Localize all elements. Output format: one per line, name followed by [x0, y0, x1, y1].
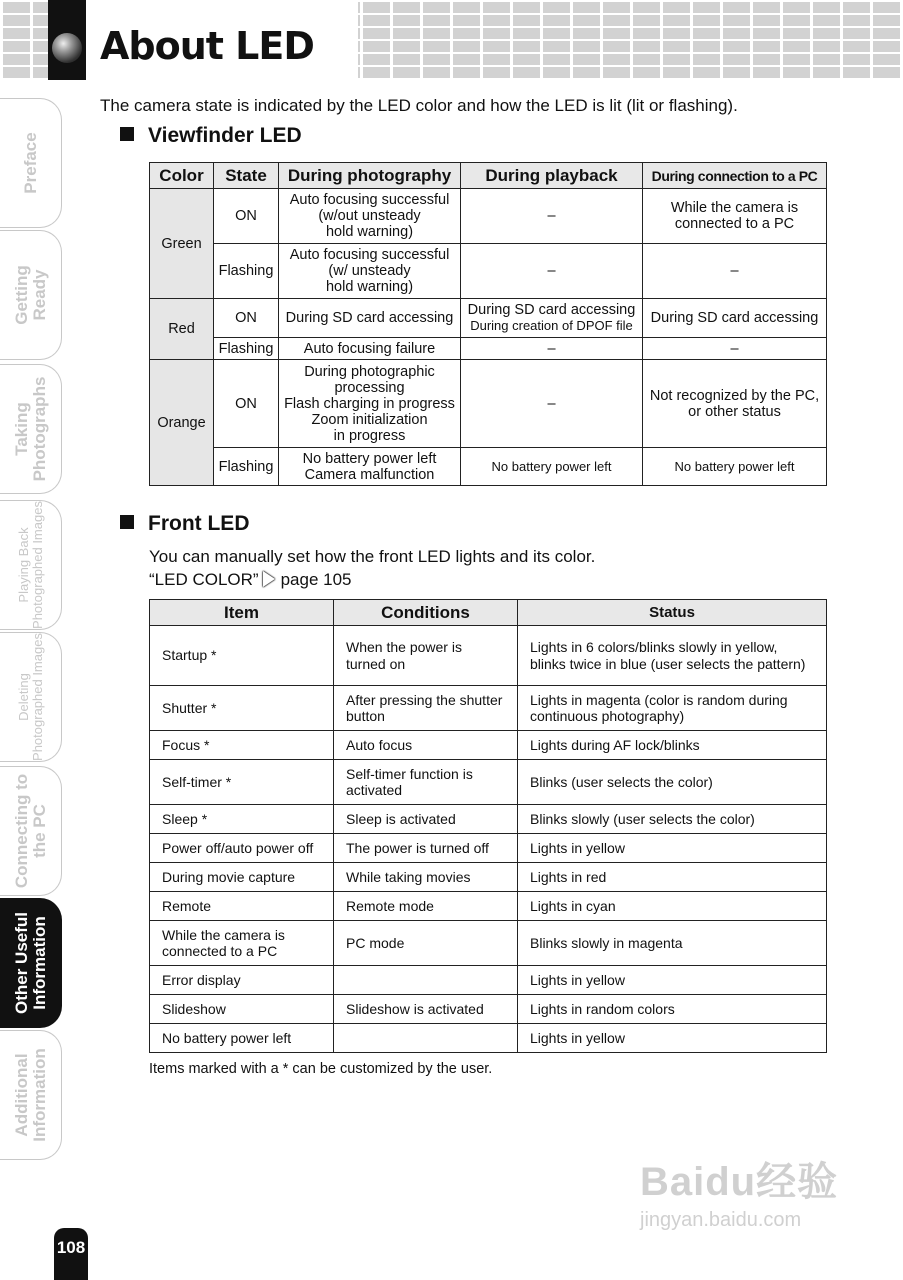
chapter-tab-label: Deleting Photographed Images [15, 633, 45, 761]
item-cell: Remote [150, 892, 334, 921]
item-cell: Startup * [150, 626, 334, 686]
table-header-row [150, 600, 827, 626]
table-row [150, 892, 827, 921]
condition-cell: Slideshow is activated [334, 995, 518, 1024]
chapter-tab-6[interactable] [0, 898, 62, 1028]
photo-cell: Auto focusing failure [279, 338, 461, 360]
playback-cell: – [461, 244, 643, 299]
col-header-conditions: Conditions [334, 600, 518, 626]
led-color-reference: “LED COLOR” page 105 [149, 570, 352, 589]
photo-cell: During SD card accessing [279, 299, 461, 338]
pc-cell: While the camera is connected to a PC [643, 189, 827, 244]
chapter-tab-label: Other Useful Information [11, 911, 49, 1015]
condition-cell: Auto focus [334, 731, 518, 760]
pc-cell: Not recognized by the PC, or other status [643, 360, 827, 448]
col-header-color: Color [150, 163, 214, 189]
condition-cell: Remote mode [334, 892, 518, 921]
table-row [150, 338, 827, 360]
table-row [150, 834, 827, 863]
table-row [150, 448, 827, 486]
condition-cell: Sleep is activated [334, 805, 518, 834]
chapter-tab-5[interactable] [0, 766, 62, 896]
status-cell: Lights in random colors [518, 995, 827, 1024]
table-row [150, 360, 827, 448]
pc-cell: No battery power left [643, 448, 827, 486]
chapter-tab-label: Additional Information [11, 1048, 49, 1142]
state-cell: Flashing [214, 338, 279, 360]
condition-cell: Self-timer function is activated [334, 760, 518, 805]
table-row [150, 863, 827, 892]
col-header-pc: During connection to a PC [643, 163, 827, 189]
status-cell: Lights in yellow [518, 966, 827, 995]
photo-cell: During photographic processing Flash charging in progress Zoom initialization in progress [279, 360, 461, 448]
state-cell: Flashing [214, 448, 279, 486]
watermark [640, 1150, 838, 1232]
color-orange: Orange [150, 360, 214, 486]
status-cell: Lights during AF lock/blinks [518, 731, 827, 760]
front-led-description: You can manually set how the front LED lights and its color. [149, 547, 596, 566]
table-row [150, 966, 827, 995]
table-row [150, 760, 827, 805]
customization-note: Items marked with a * can be customized by the user. [149, 1061, 493, 1077]
playback-cell: During SD card accessing During creation of DPOF file [461, 299, 643, 338]
table-row [150, 189, 827, 244]
photo-cell: Auto focusing successful (w/ unsteady hold warning) [279, 244, 461, 299]
table-row [150, 1024, 827, 1053]
table-header-row [150, 163, 827, 189]
chapter-tab-label: Playing Back Photographed Images [15, 501, 45, 629]
condition-cell: While taking movies [334, 863, 518, 892]
pc-cell: During SD card accessing [643, 299, 827, 338]
playback-cell: – [461, 189, 643, 244]
color-red: Red [150, 299, 214, 360]
chapter-tab-0[interactable] [0, 98, 62, 228]
status-cell: Lights in red [518, 863, 827, 892]
table-row [150, 805, 827, 834]
status-cell: Blinks slowly in magenta [518, 921, 827, 966]
table-row [150, 299, 827, 338]
table-row [150, 995, 827, 1024]
col-header-item: Item [150, 600, 334, 626]
chapter-tab-label: Connecting to the PC [11, 773, 49, 889]
item-cell: Sleep * [150, 805, 334, 834]
watermark-url: jingyan.baidu.com [640, 1209, 802, 1231]
table-row [150, 244, 827, 299]
status-cell: Lights in yellow [518, 1024, 827, 1053]
col-header-state: State [214, 163, 279, 189]
pc-cell: – [643, 244, 827, 299]
state-cell: ON [214, 189, 279, 244]
chapter-tab-label: Getting Ready [11, 265, 49, 325]
playback-cell: – [461, 360, 643, 448]
item-cell: During movie capture [150, 863, 334, 892]
status-cell: Lights in magenta (color is random during continuous photography) [518, 686, 827, 731]
chapter-tab-label: Preface [20, 132, 40, 194]
condition-cell [334, 966, 518, 995]
square-bullet-icon [120, 515, 134, 529]
photo-cell: Auto focusing successful (w/out unsteady hold warning) [279, 189, 461, 244]
chapter-tab-4[interactable] [0, 632, 62, 762]
status-cell: Blinks slowly (user selects the color) [518, 805, 827, 834]
table-row [150, 731, 827, 760]
viewfinder-heading: Viewfinder LED [120, 124, 302, 148]
condition-cell: After pressing the shutter button [334, 686, 518, 731]
condition-cell: PC mode [334, 921, 518, 966]
state-cell: ON [214, 299, 279, 338]
table-row [150, 626, 827, 686]
col-header-status: Status [518, 600, 827, 626]
condition-cell: The power is turned off [334, 834, 518, 863]
page-reference-arrow-icon [263, 571, 275, 587]
watermark-brand: Baidu经验 [640, 1160, 839, 1204]
status-cell: Lights in cyan [518, 892, 827, 921]
table-row [150, 921, 827, 966]
item-cell: Error display [150, 966, 334, 995]
page-title: About LED [100, 24, 314, 68]
col-header-photography: During photography [279, 163, 461, 189]
item-cell: Slideshow [150, 995, 334, 1024]
status-cell: Blinks (user selects the color) [518, 760, 827, 805]
chapter-tab-1[interactable] [0, 230, 62, 360]
playback-cell: No battery power left [461, 448, 643, 486]
condition-cell: When the power is turned on [334, 626, 518, 686]
square-bullet-icon [120, 127, 134, 141]
pc-cell: – [643, 338, 827, 360]
status-cell: Lights in 6 colors/blinks slowly in yellow, blinks twice in blue (user selects the pattern) [518, 626, 827, 686]
chapter-tab-7[interactable] [0, 1030, 62, 1160]
chapter-tab-label: Taking Photographs [11, 376, 49, 482]
page-number: 108 [54, 1228, 88, 1280]
table-row [150, 686, 827, 731]
item-cell: Shutter * [150, 686, 334, 731]
viewfinder-led-table [149, 162, 827, 486]
col-header-playback: During playback [461, 163, 643, 189]
item-cell: Power off/auto power off [150, 834, 334, 863]
chapter-tab-2[interactable] [0, 364, 62, 494]
state-cell: Flashing [214, 244, 279, 299]
front-led-heading: Front LED [120, 512, 249, 536]
chapter-tab-3[interactable] [0, 500, 62, 630]
status-cell: Lights in yellow [518, 834, 827, 863]
sphere-bullet-icon [52, 33, 82, 63]
intro-text: The camera state is indicated by the LED color and how the LED is lit (lit or flashing). [100, 96, 738, 115]
item-cell: Focus * [150, 731, 334, 760]
front-led-table [149, 599, 827, 1053]
condition-cell [334, 1024, 518, 1053]
photo-cell: No battery power left Camera malfunction [279, 448, 461, 486]
item-cell: While the camera is connected to a PC [150, 921, 334, 966]
color-green: Green [150, 189, 214, 299]
item-cell: Self-timer * [150, 760, 334, 805]
playback-cell: – [461, 338, 643, 360]
state-cell: ON [214, 360, 279, 448]
item-cell: No battery power left [150, 1024, 334, 1053]
